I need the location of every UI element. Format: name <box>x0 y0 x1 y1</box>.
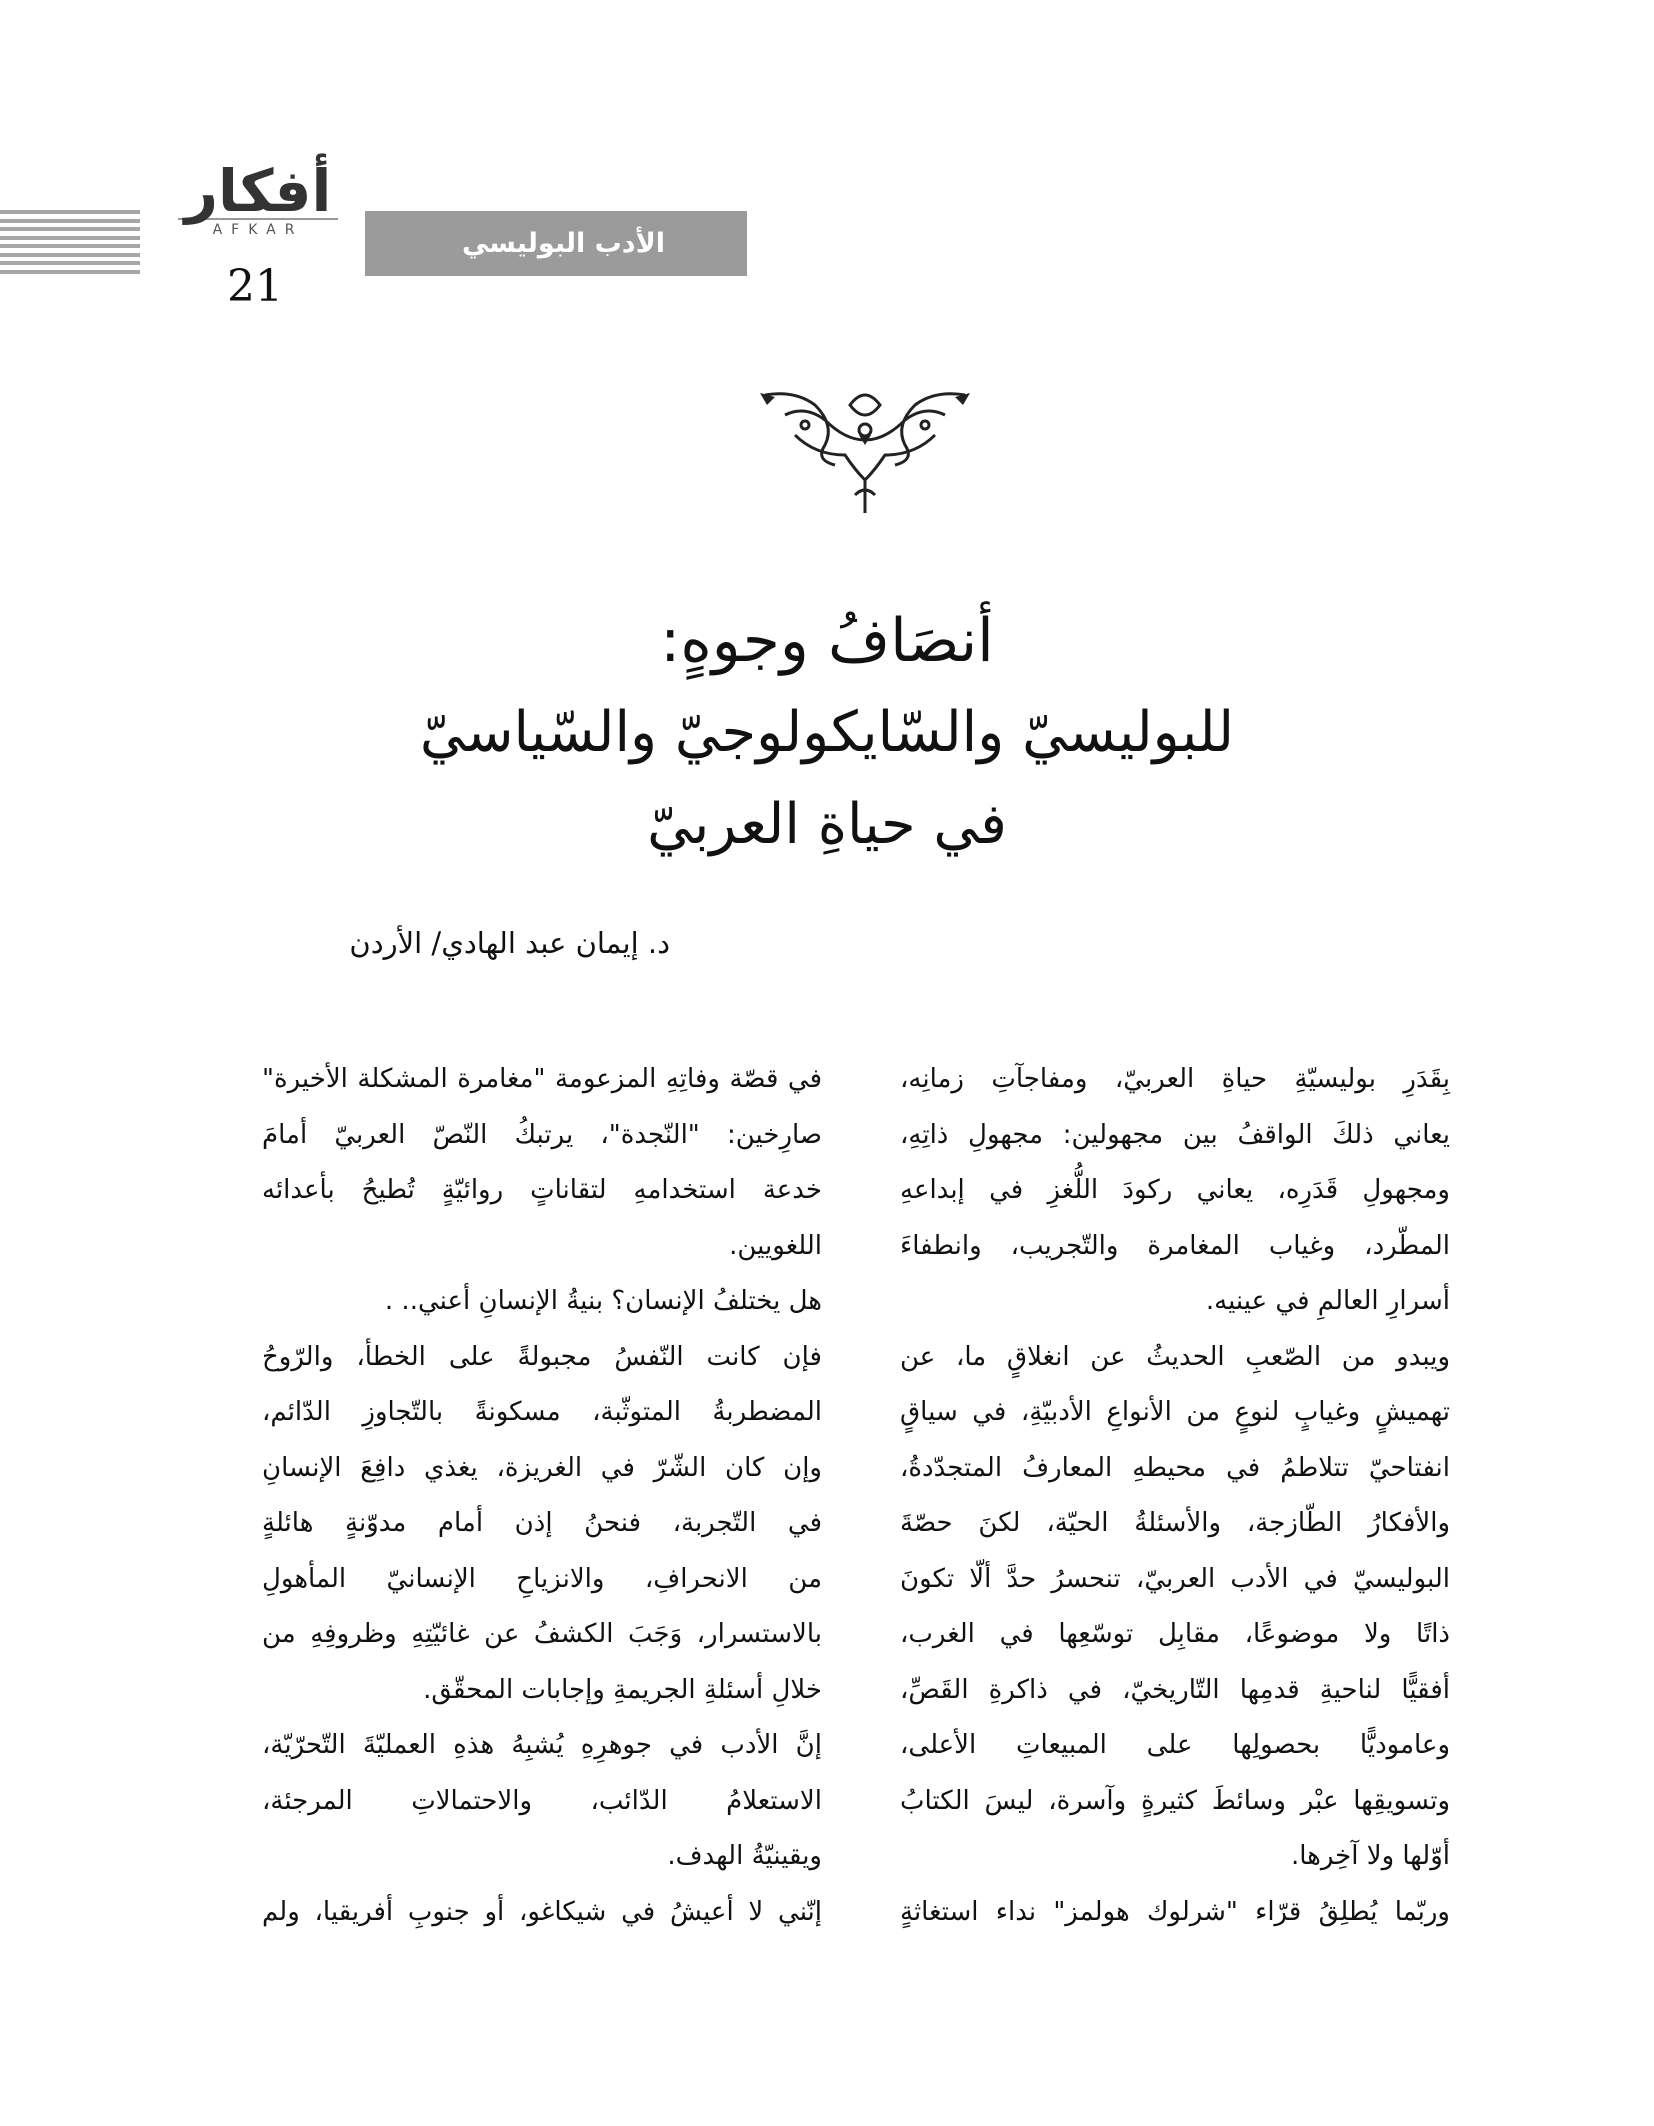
paragraph-line: بالاستسرار، وَجَبَ الكشفُ عن غائيّتِهِ وظروفِهِ من <box>262 1619 822 1649</box>
paragraph-line: المطّرد، وغياب المغامرة والتّجريب، وانطفاءَ <box>900 1230 1450 1261</box>
paragraph-line: وتسويقِها عبْر وسائطَ كثيرةٍ وآسرة، ليسَ الكتابُ <box>900 1785 1450 1816</box>
paragraph-line: في قصّة وفاتِهِ المزعومة "مغامرة المشكلة الأخيرة" <box>262 1064 822 1094</box>
section-label: الأدب البوليسي <box>365 211 747 276</box>
magazine-logo <box>178 157 338 238</box>
article-title <box>200 595 1454 871</box>
paragraph-line: خلالِ أسئلةِ الجريمةِ وإجابات المحقّق. <box>423 1674 822 1705</box>
paragraph-line: اللغويين. <box>729 1230 822 1261</box>
paragraph-line: انفتاحيّ تتلاطمُ في محيطهِ المعارفُ المتجدّدةُ، <box>900 1452 1450 1483</box>
title-line-3: في حياةِ العربيّ <box>647 792 1007 857</box>
ornament-icon <box>755 385 975 515</box>
paragraph-line: المضطربةُ المتوثّبة، مسكونةً بالتّجاوزِ الدّائم، <box>262 1397 822 1427</box>
paragraph-line: البوليسيّ في الأدب العربيّ، تنحسرُ حدَّ ألّا تكونَ <box>900 1563 1450 1594</box>
paragraph-line: ويقينيّةُ الهدف. <box>667 1841 822 1871</box>
logo-latin: AFKAR <box>178 218 338 238</box>
paragraph-line: أفقيًّا لناحيةِ قدمِها التّاريخيّ، في ذاكرةِ القَصِّ، <box>900 1674 1450 1705</box>
paragraph-line: صارِخين: "النّجدة"، يرتبكُ النّصّ العربيّ أمامَ <box>262 1119 822 1150</box>
author-byline: د. إيمان عبد الهادي/ الأردن <box>349 926 670 960</box>
paragraph-line: ويبدو من الصّعبِ الحديثُ عن انغلاقٍ ما، عن <box>900 1341 1450 1372</box>
paragraph-line: خدعة استخدامهِ لتقاناتٍ روائيّةٍ تُطيحُ بأعدائه <box>262 1175 822 1205</box>
paragraph-line: فإن كانت النّفسُ مجبولةً على الخطأ، والرّوحُ <box>262 1341 822 1372</box>
paragraph-line: وعاموديًّا بحصولِها على المبيعاتِ الأعلى، <box>900 1730 1450 1760</box>
paragraph-line: أسرارِ العالمِ في عينيه. <box>1205 1286 1450 1316</box>
logo-arabic: أفكار <box>184 157 332 225</box>
paragraph-line: هل يختلفُ الإنسان؟ بنيةُ الإنسانِ أعني.. . <box>384 1286 822 1316</box>
header-stripes <box>0 210 140 278</box>
paragraph-line: تهميشٍ وغيابٍ لنوعٍ من الأنواعِ الأدبيّةِ، في سياقٍ <box>900 1397 1450 1427</box>
text-column-left <box>262 1052 822 1940</box>
title-line-1: أنصَافُ وجوهٍ: <box>660 606 994 676</box>
text-column-right <box>900 1052 1450 1940</box>
paragraph-line: إنّني لا أعيشُ في شيكاغو، أو جنوبِ أفريقيا، ولم <box>262 1896 822 1927</box>
paragraph-line: ذاتًا ولا موضوعًا، مقابِل توسّعِها في الغرب، <box>900 1619 1450 1649</box>
paragraph-line: بِقَدَرِ بوليسيّةِ حياةِ العربيّ، ومفاجآتِ زمانِه، <box>900 1064 1450 1094</box>
paragraph-line: في التّجربة، فنحنُ إذن أمام مدوّنةٍ هائلةٍ <box>262 1508 822 1538</box>
paragraph-line: أوّلها ولا آخِرها. <box>1290 1841 1450 1871</box>
paragraph-line: يعاني ذلكَ الواقفُ بين مجهولين: مجهولِ ذاتِهِ، <box>900 1119 1450 1150</box>
paragraph-line: والأفكارُ الطّازجة، والأسئلةُ الحيّة، لكنَ حصّةَ <box>900 1508 1450 1538</box>
paragraph-line: وربّما يُطلِقُ قرّاء "شرلوك هولمز" نداء استغاثةٍ <box>900 1896 1450 1927</box>
paragraph-line: ومجهولِ قَدَرِه، يعاني ركودَ اللُّغزِ في إبداعهِ <box>900 1175 1450 1205</box>
paragraph-line: إنَّ الأدب في جوهرِهِ يُشبِهُ هذهِ العمليّةَ التّحرّيّة، <box>262 1730 822 1760</box>
paragraph-line: وإن كان الشّرّ في الغريزة، يغذي دافِعَ الإنسانِ <box>262 1452 822 1483</box>
title-line-2: للبوليسيّ والسّايكولوجيّ والسّياسيّ <box>419 700 1235 765</box>
page-number: 21 <box>227 261 283 312</box>
paragraph-line: من الانحرافِ، والانزياحِ الإنسانيّ المأهولِ <box>262 1563 822 1594</box>
paragraph-line: الاستعلامُ الدّائب، والاحتمالاتِ المرجئة، <box>262 1785 822 1816</box>
